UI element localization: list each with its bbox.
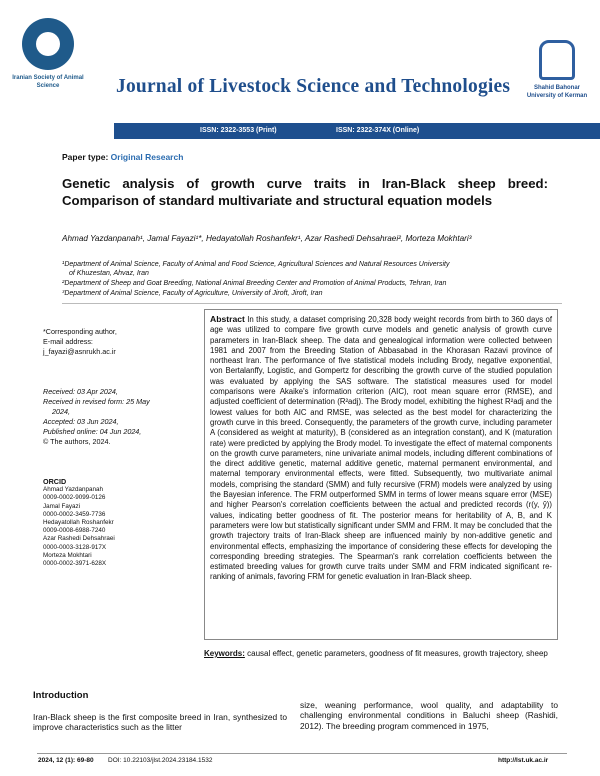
orcid-heading: ORCID (43, 477, 67, 486)
date-published: Published online: 04 Jun 2024, (43, 427, 142, 436)
affiliation-3: ³Department of Animal Science, Faculty of Agriculture, University of Jiroft, Jiroft, Iran (62, 290, 323, 297)
journal-title: Journal of Livestock Science and Technologies (116, 76, 511, 97)
email-address[interactable]: j_fayazi@asnrukh.ac.ir (43, 347, 116, 356)
date-revised-year: 2024, (52, 407, 70, 416)
introduction-heading: Introduction (33, 690, 89, 701)
email-label: E-mail address: (43, 337, 93, 346)
affiliation-2: ²Department of Sheep and Goat Breeding, National Animal Breeding Center and Promotion of Animal Products, Tehran, Iran (62, 280, 447, 287)
orcid-line[interactable]: 0000-0002-3459-7736 (43, 510, 106, 518)
author-list: Ahmad Yazdanpanah¹, Jamal Fayazi¹*, Hedayatollah Roshanfekr¹, Azar Rashedi Dehsahraei², Morteza Mokhtari³ (62, 234, 472, 243)
date-revised: Received in revised form: 25 May (43, 397, 150, 406)
paper-type-label: Paper type: (62, 152, 111, 162)
copyright: © The authors, 2024. (43, 437, 111, 446)
header-divider (62, 303, 562, 304)
footer-doi[interactable]: DOI: 10.22103/jlst.2024.23184.1532 (108, 757, 213, 764)
society-name: Iranian Society of Animal Science (12, 75, 84, 89)
orcid-block (43, 478, 115, 568)
orcid-line: Azar Rashedi Dehsahraei (43, 535, 115, 543)
dates-block (43, 387, 150, 447)
correspondence-block (43, 327, 117, 357)
intro-left-column: Iran-Black sheep is the first composite breed in Iran, synthesized to improve characteristics such as the litter (33, 712, 287, 733)
affiliation-1b: of Khuzestan, Ahvaz, Iran (69, 270, 149, 277)
issn-bar (114, 123, 600, 139)
orcid-line: Ahmad Yazdanpanah (43, 486, 103, 494)
intro-right-column: size, weaning performance, wool quality, and adaptability to challenging environmental conditions in Baluchi sheep (Rashidi, 2012). The breeding program commenced in 1975, (300, 700, 558, 731)
orcid-line: Morteza Mokhtari (43, 551, 92, 559)
orcid-line[interactable]: 0009-0002-9099-0126 (43, 494, 106, 502)
society-emblem-icon (22, 18, 74, 70)
footer-divider (37, 753, 567, 754)
keywords (204, 649, 558, 659)
abstract-heading: Abstract (210, 314, 245, 324)
date-accepted: Accepted: 03 Jun 2024, (43, 417, 119, 426)
orcid-line[interactable]: 0000-0002-3971-628X (43, 560, 107, 568)
paper-type-value: Original Research (110, 152, 184, 162)
corresponding-label: *Corresponding author, (43, 327, 117, 336)
orcid-line: Jamal Fayazi (43, 502, 81, 510)
keywords-label: Keywords: (204, 649, 245, 658)
abstract-box (204, 309, 558, 640)
issn-print: ISSN: 2322-3553 (Print) (200, 127, 277, 134)
paper-type (62, 152, 183, 162)
footer-url[interactable]: http://lst.uk.ac.ir (498, 757, 549, 764)
article-title: Genetic analysis of growth curve traits in Iran-Black sheep breed: Comparison of standard multivariate and structural equation models (62, 176, 548, 208)
university-logo (520, 40, 594, 100)
affiliation-1a: ¹Department of Animal Science, Faculty of Animal and Food Science, Agricultural Sciences and Natural Resources University (62, 261, 450, 268)
footer-citation: 2024, 12 (1): 69-80 (38, 757, 94, 764)
orcid-line[interactable]: 0000-0003-3128-917X (43, 543, 107, 551)
orcid-line: Hedayatollah Roshanfekr (43, 519, 114, 527)
keywords-text: causal effect, genetic parameters, goodness of fit measures, growth trajectory, sheep (244, 649, 548, 658)
abstract-text: In this study, a dataset comprising 20,328 body weight records from birth to 360 days of age was utilized to compare five growth curve models and genetic analysis of growth curve parameters in Iran-Black sheep. The data and genealogical information were collected between 1981 and 2007 from the Breeding Station of Abbasabad in the Khorasan Razavi province of northeast Iran. The performance of five statistical models including Brody, negative exponential, von Bertalanffy, Logistic, and Gompertz for describing the growth curve of the studied population was evaluated by applying the SAS software. The statistical measures used for model comparisons were Akaike's information criterion (AIC), root mean square error (RMSE), and adjusted coefficient of determination (R²adj). The Brody model, exhibiting the highest R²adj and the lowest values for both AIC and RMSE, was selected as the best model for characterizing the growth curve in this breed. Consequently, the parameters of the growth curve, including parameter A (considered as weight at maturity), B (considered as an integration constant), and K (maturation rate) were predicted by applying the Brody model. To investigate the effect of maternal components on the growth curve parameters, nine univariate animal models, including different combinations of the direct additive genetic, maternal additive genetic, maternal permanent environmental, and maternal temporary environmental effects, were fitted. Subsequently, two multivariate animal models, comprising the standard (SMM) and fully recursive (FRM) models were analyzed by using the Bayesian inference. The FRM outperformed SMM in terms of lower means square error (MSE) and higher Pearson's correlation coefficients between the actual and predicted records (r(y, ŷ)) values, indicating better goodness of fit. The posterior means for heritability of A, B, and K parameters were low but statistically significant under SMM and FRM. It may be concluded that the growth trajectory traits of Iran-Black sheep are influenced mainly by non-additive genetic and environmental effects, emphasizing the importance of considering these effects for developing the corresponding breeding strategies. The Spearman's rank correlation coefficients between the estimated breeding values for growth curve traits under SMM and FRM indicated significant re-ranking of animals, favoring FRM for genetic evaluation in Iran-Black sheep. (210, 315, 553, 582)
issn-online: ISSN: 2322-374X (Online) (336, 127, 420, 134)
university-emblem-icon (539, 40, 575, 80)
orcid-line[interactable]: 0009-0008-6988-7240 (43, 527, 106, 535)
society-logo (8, 18, 88, 106)
date-received: Received: 03 Apr 2024, (43, 387, 118, 396)
university-name: Shahid Bahonar University of Kerman (526, 85, 588, 99)
